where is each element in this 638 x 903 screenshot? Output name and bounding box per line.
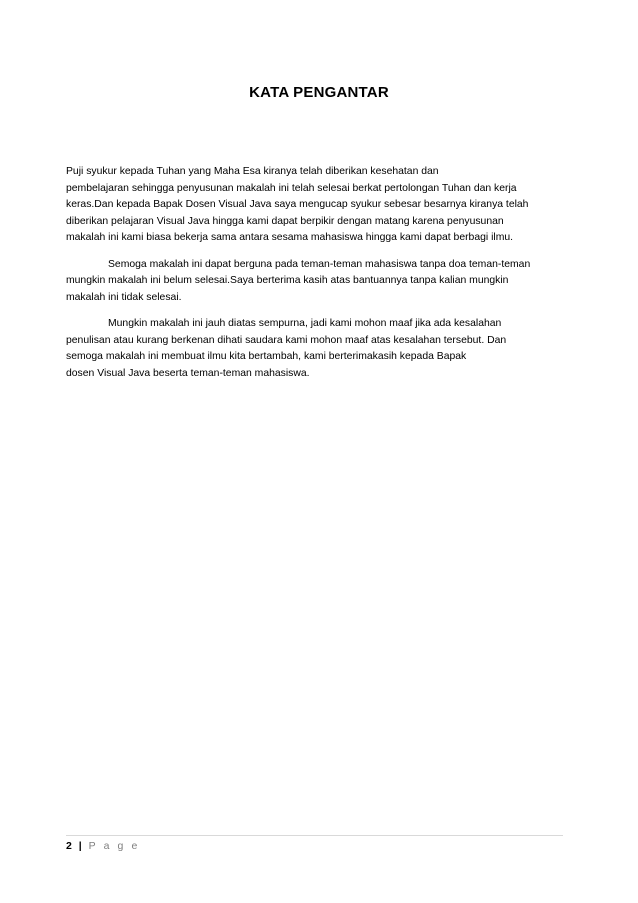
text-line: Puji syukur kepada Tuhan yang Maha Esa kiranya telah diberikan kesehatan dan [66,166,439,177]
paragraph-2 [66,257,566,307]
page-title: KATA PENGANTAR [249,84,389,101]
text-line: dosen Visual Java beserta teman-teman mahasiswa. [66,367,310,379]
text-line: pembelajaran sehingga penyusunan makalah ini telah selesai berkat pertolongan Tuhan dan kerja [66,182,517,194]
text-line: semoga makalah ini membuat ilmu kita bertambah, kami berterimakasih kepada Bapak [66,351,467,362]
page-number: 2 [66,840,72,852]
footer-divider [66,835,563,836]
text-line: Semoga makalah ini dapat berguna pada teman-teman mahasiswa tanpa doa teman-teman [108,258,531,270]
paragraph-3 [66,316,566,382]
paragraph-1 [66,164,566,247]
text-line: mungkin makalah ini belum selesai.Saya berterima kasih atas bantuannya tanpa kalian mungkin [66,275,509,286]
footer-separator: | [78,840,82,852]
text-line: makalah ini kami biasa bekerja sama antara sesama mahasiswa hingga kami dapat berbagi ilmu. [66,232,514,243]
text-line: diberikan pelajaran Visual Java hingga kami dapat berpikir dengan matang karena penyusunan [66,215,504,227]
page-label: P a g e [88,840,140,852]
text-line: keras.Dan kepada Bapak Dosen Visual Java saya mengucap syukur sebesar besarnya kiranya telah [66,199,529,210]
text-line: Mungkin makalah ini jauh diatas sempurna, jadi kami mohon maaf jika ada kesalahan [108,318,502,329]
text-line: makalah ini tidak selesai. [66,291,182,303]
body-text [66,164,566,392]
text-line: penulisan atau kurang berkenan dihati saudara kami mohon maaf atas kesalahan tersebut. Dan [66,334,507,346]
page-footer [66,839,140,853]
